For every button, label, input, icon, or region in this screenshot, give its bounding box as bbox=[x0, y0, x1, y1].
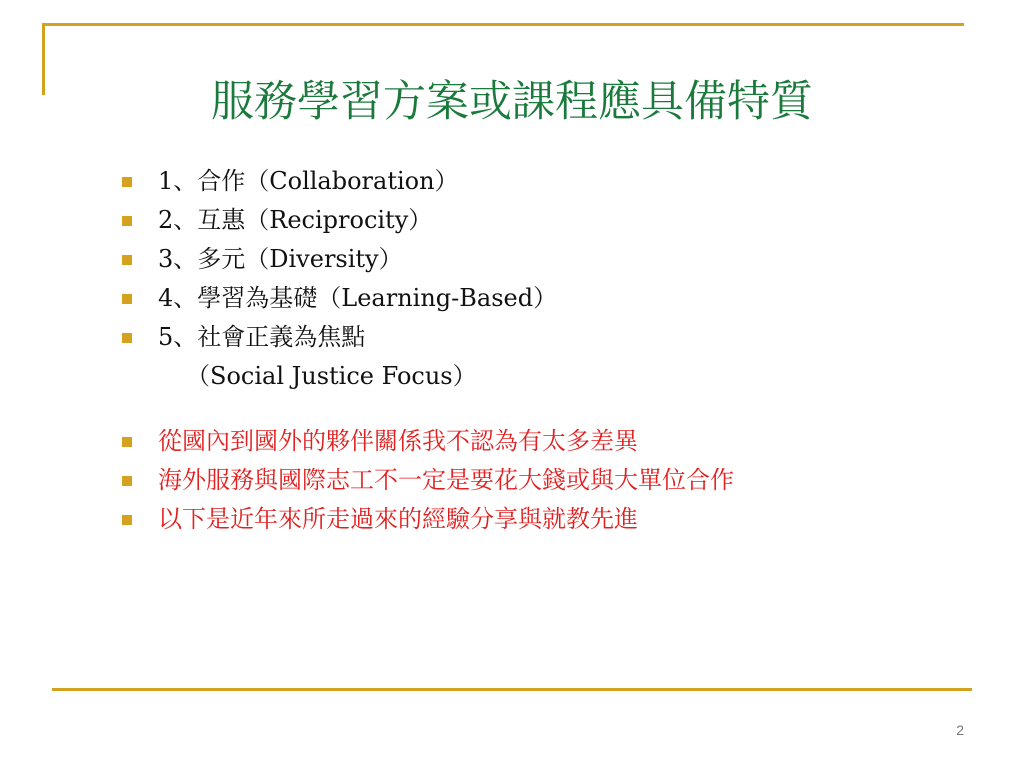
list-item bbox=[118, 318, 978, 357]
list-item-text: 從國內到國外的夥伴關係我不認為有太多差異 bbox=[158, 427, 638, 455]
frame-top-line bbox=[42, 23, 964, 26]
list-item bbox=[118, 279, 978, 318]
frame-bottom-line bbox=[52, 688, 972, 691]
list-item bbox=[118, 162, 978, 201]
list-item-text: 海外服務與國際志工不一定是要花大錢或與大單位合作 bbox=[158, 466, 734, 494]
list-item-highlight bbox=[118, 461, 978, 500]
list-item bbox=[118, 240, 978, 279]
slide-title: 服務學習方案或課程應具備特質 bbox=[211, 77, 813, 127]
square-bullet-icon bbox=[122, 216, 132, 226]
list-item-text: 2、互惠（Reciprocity） bbox=[158, 206, 433, 234]
square-bullet-icon bbox=[122, 177, 132, 187]
list-item bbox=[118, 201, 978, 240]
list-item-text: 4、學習為基礎（Learning-Based） bbox=[158, 284, 558, 312]
square-bullet-icon bbox=[122, 333, 132, 343]
square-bullet-icon bbox=[122, 437, 132, 447]
page-number: 2 bbox=[956, 722, 964, 738]
square-bullet-icon bbox=[122, 515, 132, 525]
list-item-continuation bbox=[118, 357, 978, 396]
square-bullet-icon bbox=[122, 476, 132, 486]
square-bullet-icon bbox=[122, 294, 132, 304]
list-item-text: 以下是近年來所走過來的經驗分享與就教先進 bbox=[158, 505, 638, 533]
square-bullet-icon bbox=[122, 255, 132, 265]
bullet-list bbox=[118, 162, 978, 539]
list-item-text: 1、合作（Collaboration） bbox=[158, 167, 459, 195]
list-item-highlight bbox=[118, 500, 978, 539]
list-item-text: 3、多元（Diversity） bbox=[158, 245, 403, 273]
list-item-highlight bbox=[118, 422, 978, 461]
list-item-text: 5、社會正義為焦點 bbox=[158, 323, 366, 351]
list-item-text: （Social Justice Focus） bbox=[186, 362, 477, 390]
list-spacer bbox=[118, 396, 978, 422]
